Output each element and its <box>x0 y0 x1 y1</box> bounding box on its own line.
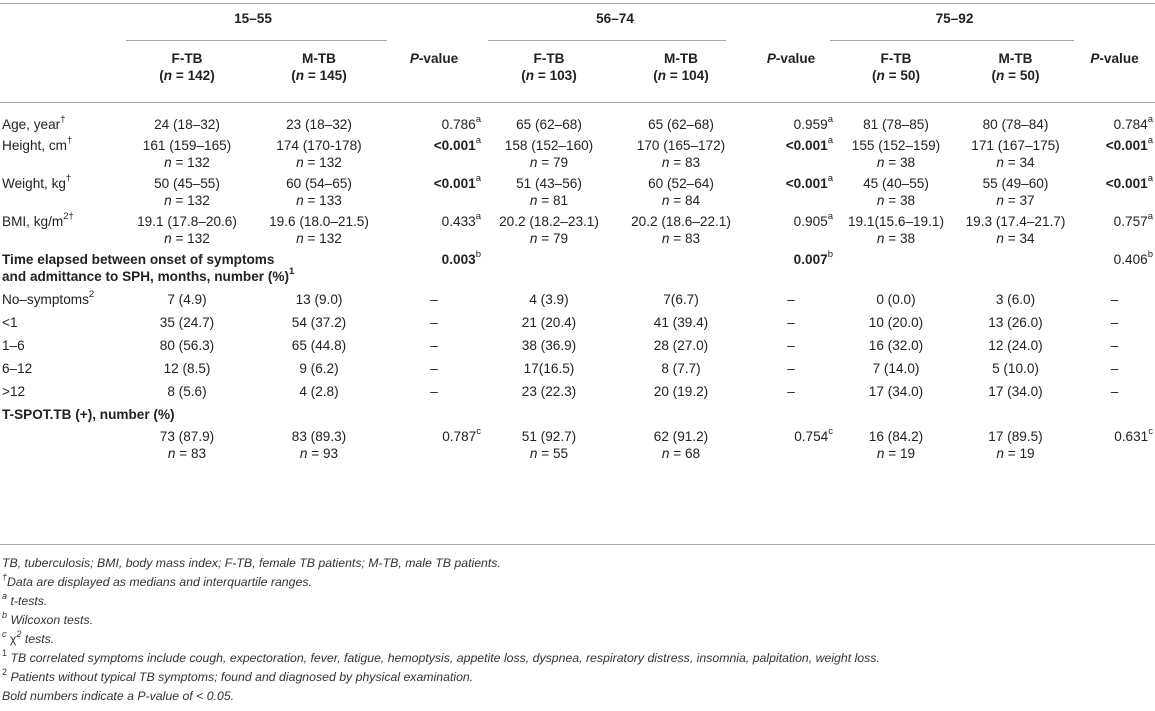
cell: – <box>430 361 438 376</box>
cell: 12 (8.5) <box>163 361 211 376</box>
cell: 8 (7.7) <box>661 361 701 376</box>
cell: – <box>1110 361 1119 376</box>
table-row-no-symptoms <box>0 285 1155 308</box>
cell: 5 (10.0) <box>992 361 1039 376</box>
cell: 17 (34.0) <box>988 384 1043 399</box>
cell: – <box>1110 315 1119 330</box>
cell: 174 (170-178) n = 132 <box>276 138 362 170</box>
table-row-tspot <box>0 423 1155 462</box>
cell: – <box>1110 292 1119 307</box>
table-row-lt1 <box>0 308 1155 331</box>
cell: 171 (167–175) n = 34 <box>971 138 1060 170</box>
col-n: (n = 142) <box>159 68 215 83</box>
column-header-row <box>0 40 1155 102</box>
col-n: (n = 103) <box>521 68 577 83</box>
cell: 19.1 (17.8–20.6) n = 132 <box>137 214 237 246</box>
cell: 161 (159–165) n = 132 <box>142 138 232 170</box>
cell: – <box>787 315 795 330</box>
cell: 19.6 (18.0–21.5) n = 132 <box>269 214 369 246</box>
footnote-dagger: †Data are displayed as medians and interquartile ranges. <box>2 571 312 589</box>
cell: 55 (49–60) n = 37 <box>982 176 1049 208</box>
cell: 60 (52–64) n = 84 <box>648 176 714 208</box>
p-value: <0.001$^a$ <box>785 135 833 153</box>
cell: 7 (14.0) <box>872 361 920 376</box>
cell: 80 (78–84) <box>982 117 1049 132</box>
col-pvalue-1: P-value <box>409 51 459 66</box>
p-value: 0.786$^a$ <box>441 114 481 132</box>
cell: 158 (152–160) n = 79 <box>504 138 594 170</box>
cell: 45 (40–55) n = 38 <box>863 176 929 208</box>
col-pvalue-2: P-value <box>766 51 816 66</box>
cell: – <box>430 292 438 307</box>
cell: 73 (87.9) n = 83 <box>159 429 215 461</box>
row-label-gt12: >12 <box>2 384 26 399</box>
p-value: <0.001$^a$ <box>785 173 833 191</box>
cell: 20.2 (18.2–23.1) n = 79 <box>499 214 599 246</box>
footnote-1: $^1$ TB correlated symptoms include cough, expectoration, fever, fatigue, hemoptysis, appetite loss, dyspnea, respiratory distress, insomnia, palpitation, weight loss. <box>2 647 880 665</box>
p-value: <0.001$^a$ <box>1105 173 1153 191</box>
table-row-1-6 <box>0 331 1155 354</box>
footnote-bold: Bold numbers indicate a P-value of < 0.05. <box>2 689 235 703</box>
cell: 81 (78–85) <box>863 117 929 132</box>
row-label-age: Age, year† <box>2 114 66 132</box>
cell: – <box>787 292 795 307</box>
cell: 170 (165–172) n = 83 <box>636 138 726 170</box>
col-ftb-1 <box>121 40 253 102</box>
table-row-6-12 <box>0 354 1155 377</box>
table-row-weight <box>0 171 1155 209</box>
row-label-bmi: BMI, $kg/m^{2\dagger}$ <box>2 211 74 229</box>
cell: – <box>787 338 795 353</box>
cell: 21 (20.4) <box>521 315 577 330</box>
cell: 60 (54–65) n = 133 <box>286 176 352 208</box>
cell: 20.2 (18.6–22.1) n = 83 <box>631 214 731 246</box>
cell: 17(16.5) <box>523 361 575 376</box>
col-ftb-3 <box>835 40 957 102</box>
cell: 8 (5.6) <box>167 384 207 399</box>
col-label: F-TB <box>533 51 565 66</box>
cell: – <box>787 384 795 399</box>
cell: – <box>430 315 438 330</box>
cell: 23 (22.3) <box>521 384 577 399</box>
cell: 20 (19.2) <box>653 384 709 399</box>
row-label-lt1: <1 <box>2 315 18 330</box>
table-row-time-elapsed <box>0 247 1155 285</box>
cell: 16 (32.0) <box>868 338 924 353</box>
footnote-abbreviations: TB, tuberculosis; BMI, body mass index; F-TB, female TB patients; M-TB, male TB patients. <box>2 556 501 570</box>
cell: 23 (18–32) <box>286 117 352 132</box>
row-label-height: Height, cm† <box>2 135 73 153</box>
cell: – <box>787 361 795 376</box>
cell: 4 (2.8) <box>299 384 339 399</box>
cell: 50 (45–55) n = 132 <box>154 176 220 208</box>
cell: 80 (56.3) <box>159 338 215 353</box>
group-75-92: 75–92 <box>935 11 974 26</box>
cell: 155 (152–159) n = 38 <box>851 138 941 170</box>
cell: 28 (27.0) <box>653 338 709 353</box>
p-value: 0.905$^a$ <box>793 211 833 229</box>
footnote-b: $^b$ Wilcoxon tests. <box>2 609 94 627</box>
cell: 65 (62–68) <box>516 117 582 132</box>
cell: 83 (89.3) n = 93 <box>291 429 347 461</box>
table-row-age <box>0 102 1155 133</box>
col-n: (n = 104) <box>653 68 709 83</box>
table-row-gt12 <box>0 377 1155 400</box>
cell: 16 (84.2) n = 19 <box>868 429 924 461</box>
cell: 4 (3.9) <box>529 292 569 307</box>
p-value: 0.959$^a$ <box>793 114 833 132</box>
row-label-6-12: 6–12 <box>2 361 33 376</box>
cell: 17 (34.0) <box>868 384 924 399</box>
cell: 19.3 (17.4–21.7) n = 34 <box>965 214 1066 246</box>
col-label: M-TB <box>664 51 698 66</box>
cell: 51 (43–56) n = 81 <box>516 176 582 208</box>
table-bottom-rule <box>0 544 1155 545</box>
col-mtb-1 <box>253 40 385 102</box>
cell: 0 (0.0) <box>876 292 916 307</box>
cell: 62 (91.2) n = 68 <box>653 429 709 461</box>
cell: – <box>430 338 438 353</box>
footnote-c: $^c$ $\chi^2$ tests. <box>2 628 55 646</box>
cell: 7 (4.9) <box>167 292 207 307</box>
row-label-weight: Weight, kg† <box>2 173 72 191</box>
cell: 38 (36.9) <box>521 338 577 353</box>
cell: 17 (89.5) n = 19 <box>988 429 1043 461</box>
group-56-74: 56–74 <box>596 11 634 26</box>
col-mtb-3 <box>957 40 1074 102</box>
cell: 19.1(15.6–19.1) n = 38 <box>848 214 944 246</box>
p-value: 0.406$^b$ <box>1113 249 1153 267</box>
p-value: 0.003$^b$ <box>441 249 481 267</box>
group-15-55: 15–55 <box>234 11 272 26</box>
table-row-bmi <box>0 209 1155 247</box>
p-value: <0.001$^a$ <box>433 135 481 153</box>
col-n: (n = 50) <box>991 68 1040 83</box>
col-ftb-2 <box>483 40 615 102</box>
cell: 7(6.7) <box>663 292 699 307</box>
col-label: M-TB <box>302 51 336 66</box>
col-mtb-2 <box>615 40 747 102</box>
cell: 10 (20.0) <box>868 315 924 330</box>
table-row-tspot-header <box>0 400 1155 423</box>
row-label-1-6: 1–6 <box>2 338 25 353</box>
cell: 13 (26.0) <box>988 315 1043 330</box>
cell: – <box>1110 338 1119 353</box>
cell: 54 (37.2) <box>291 315 347 330</box>
cell: 65 (44.8) <box>291 338 347 353</box>
group-header-row <box>0 0 1155 40</box>
p-value: <0.001$^a$ <box>1105 135 1153 153</box>
p-value: 0.784$^a$ <box>1113 114 1153 132</box>
p-value: <0.001$^a$ <box>433 173 481 191</box>
cell: 65 (62–68) <box>648 117 714 132</box>
col-n: (n = 50) <box>872 68 920 83</box>
p-value: 0.754$^c$ <box>794 426 833 444</box>
row-label-time-elapsed: Time elapsed between onset of symptoms and admittance to SPH, months, number (%)$^1$ <box>2 252 295 284</box>
table-footnotes <box>2 554 1152 706</box>
row-label-no-symptoms: No–symptoms$^2$ <box>2 289 95 307</box>
footnote-2: $^2$ Patients without typical TB symptoms; found and diagnosed by physical examination. <box>2 666 474 684</box>
cell: – <box>430 384 438 399</box>
p-value: 0.433$^a$ <box>441 211 481 229</box>
col-label: F-TB <box>880 51 912 66</box>
cell: 9 (6.2) <box>299 361 339 376</box>
p-value: 0.757$^a$ <box>1113 211 1153 229</box>
cell: 41 (39.4) <box>653 315 709 330</box>
table-row-height <box>0 133 1155 171</box>
col-label: M-TB <box>998 51 1033 66</box>
p-value: 0.787$^c$ <box>442 426 481 444</box>
cell: 51 (92.7) n = 55 <box>521 429 577 461</box>
cell: 35 (24.7) <box>159 315 215 330</box>
col-n: (n = 145) <box>291 68 347 83</box>
footnote-a: $^a$ t-tests. <box>2 590 48 608</box>
cell: – <box>1110 384 1119 399</box>
p-value: 0.631$^c$ <box>1114 426 1153 444</box>
cell: 24 (18–32) <box>154 117 220 132</box>
cell: 3 (6.0) <box>995 292 1036 307</box>
cell: 13 (9.0) <box>295 292 343 307</box>
p-value: 0.007$^b$ <box>793 249 833 267</box>
row-label-tspot: T-SPOT.TB (+), number (%) <box>2 407 175 422</box>
col-pvalue-3: P-value <box>1090 51 1139 66</box>
col-label: F-TB <box>171 51 203 66</box>
cell: 12 (24.0) <box>988 338 1043 353</box>
